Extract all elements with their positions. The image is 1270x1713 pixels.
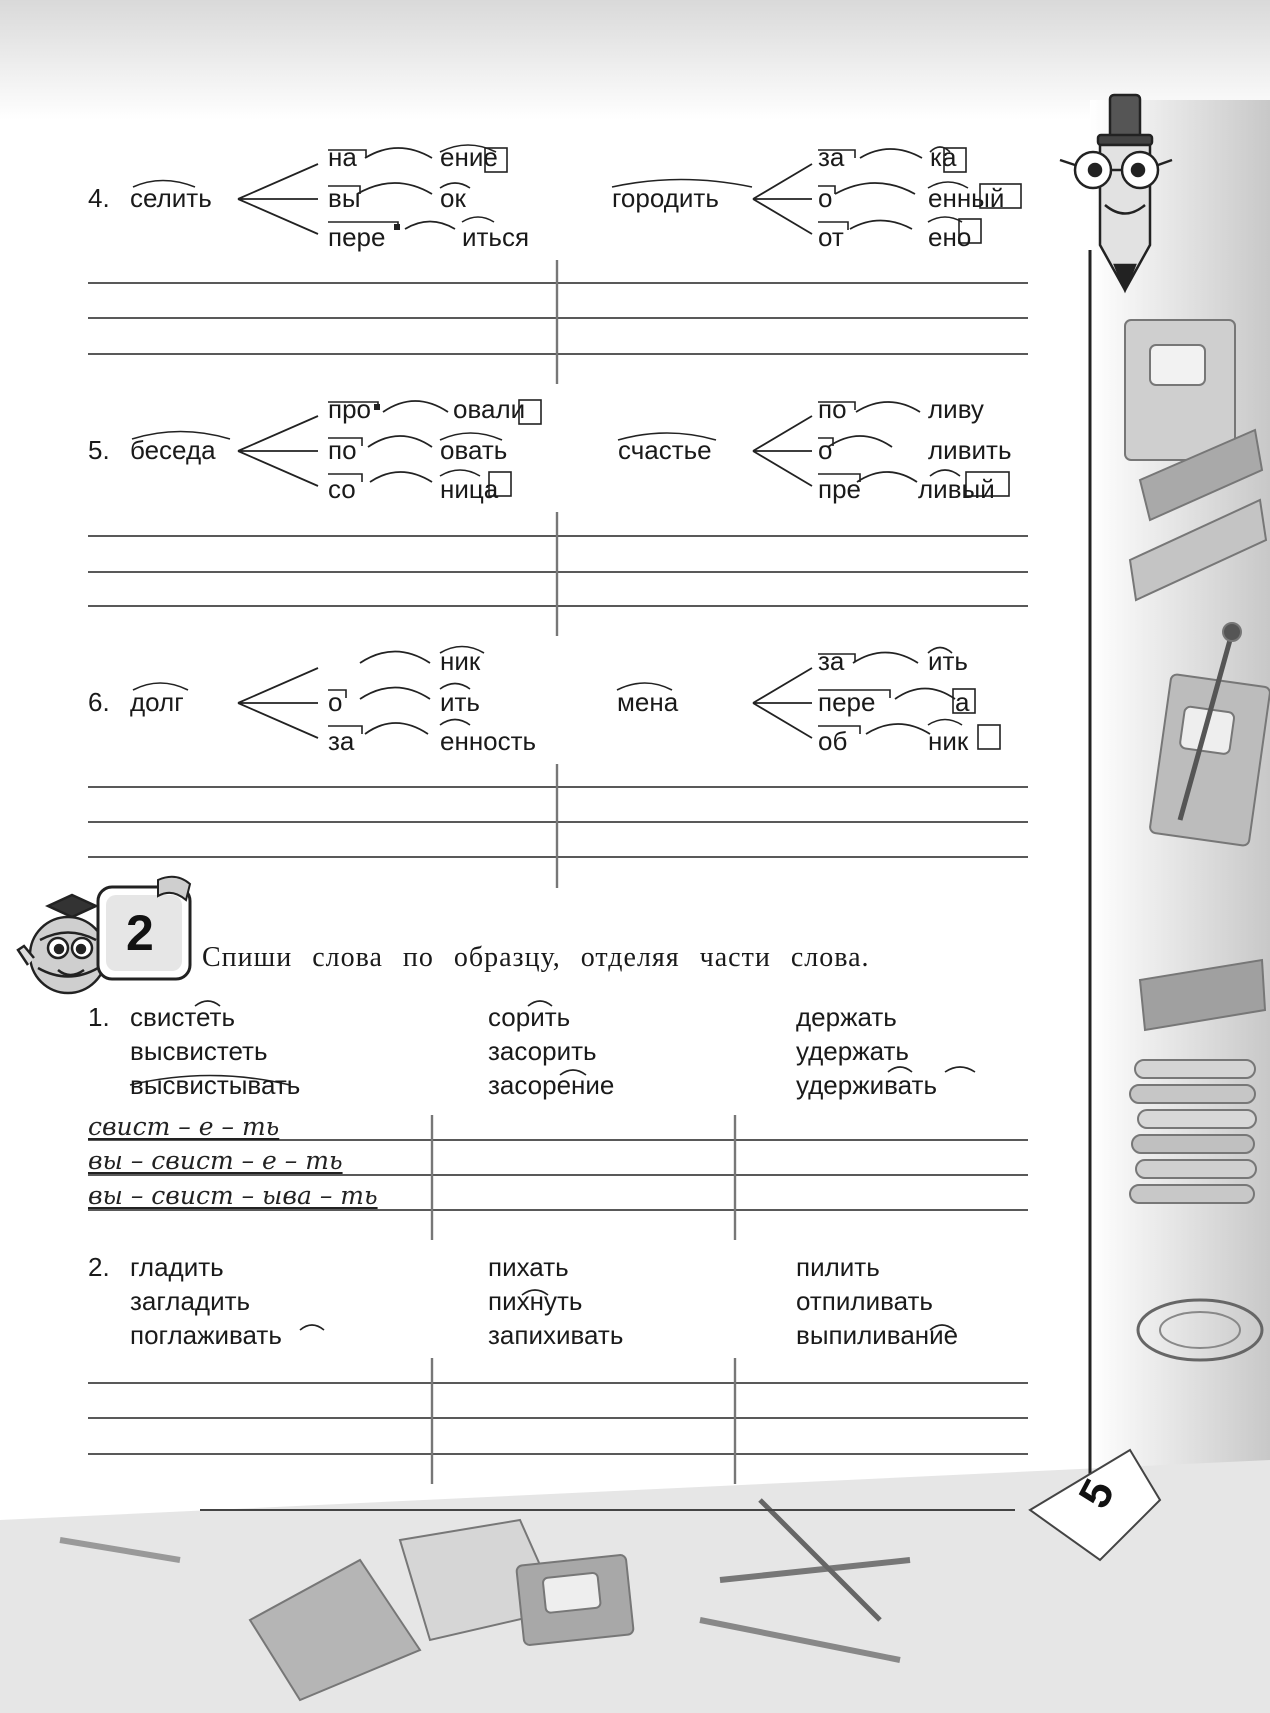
item-number: 4.: [88, 183, 110, 213]
suffix: ение: [440, 142, 498, 172]
prefix: об: [818, 726, 848, 756]
base-word: селить: [130, 183, 212, 213]
suffix: ливу: [928, 394, 984, 424]
suffix: а: [955, 687, 970, 717]
prefix: пере: [818, 687, 876, 717]
prefix: пере: [328, 222, 386, 252]
prefix: со: [328, 474, 356, 504]
prefix: от: [818, 222, 844, 252]
word: высвистеть: [130, 1036, 268, 1066]
suffix: овали: [453, 394, 526, 424]
suffix: иться: [462, 222, 530, 252]
word: поглаживать: [130, 1320, 282, 1350]
suffix: ник: [928, 726, 969, 756]
handwritten-sample: свист – е – ть: [88, 1112, 280, 1141]
prefix: за: [328, 726, 355, 756]
word: запихивать: [488, 1320, 624, 1350]
prefix: за: [818, 142, 845, 172]
word: выпиливание: [796, 1320, 959, 1350]
word: удерживать: [796, 1070, 938, 1100]
item-number: 6.: [88, 687, 110, 717]
base-word: долг: [130, 687, 184, 717]
prefix: вы: [328, 183, 361, 213]
suffix: ено: [928, 222, 972, 252]
word: засорить: [488, 1036, 597, 1066]
handwritten-sample: вы – свист – е – ть: [88, 1146, 343, 1175]
suffix: ливый: [918, 474, 995, 504]
prefix: пре: [818, 474, 861, 504]
word: держать: [796, 1002, 897, 1032]
suffix: ить: [928, 646, 968, 676]
word: пилить: [796, 1252, 880, 1282]
word: высвистывать: [130, 1070, 301, 1100]
word: свистеть: [130, 1002, 236, 1032]
prefix: по: [818, 394, 847, 424]
word: отпиливать: [796, 1286, 933, 1316]
word: гладить: [130, 1252, 224, 1282]
base-word: беседа: [130, 435, 216, 465]
base-word: городить: [612, 183, 719, 213]
prefix: про: [328, 394, 371, 424]
word: пихнуть: [488, 1286, 583, 1316]
prefix: о: [818, 183, 833, 213]
task-instruction: Спиши слова по образцу, отделяя части слова.: [202, 942, 870, 973]
globe-mascot-illustration: [18, 895, 106, 993]
prefix: на: [328, 142, 357, 172]
suffix: ник: [440, 646, 481, 676]
suffix: енный: [928, 183, 1005, 213]
task-number: 2: [126, 905, 154, 961]
prefix: о: [818, 435, 833, 465]
handwritten-sample: вы – свист – ыва – ть: [88, 1181, 378, 1210]
item-number: 5.: [88, 435, 110, 465]
prefix: о: [328, 687, 343, 717]
suffix: ить: [440, 687, 480, 717]
word: засорение: [488, 1070, 615, 1100]
word: загладить: [130, 1286, 251, 1316]
item-number: 2.: [88, 1252, 110, 1282]
prefix: за: [818, 646, 845, 676]
prefix: по: [328, 435, 357, 465]
word: удержать: [796, 1036, 909, 1066]
base-word: счастье: [618, 435, 712, 465]
word: пихать: [488, 1252, 569, 1282]
suffix: ок: [440, 183, 466, 213]
suffix: енность: [440, 726, 537, 756]
base-word: мена: [617, 687, 679, 717]
suffix: овать: [440, 435, 508, 465]
suffix: ливить: [928, 435, 1012, 465]
suffix: ка: [930, 142, 957, 172]
item-number: 1.: [88, 1002, 110, 1032]
word: сорить: [488, 1002, 571, 1032]
suffix: ница: [440, 474, 499, 504]
page-number: 5: [1069, 1471, 1125, 1517]
